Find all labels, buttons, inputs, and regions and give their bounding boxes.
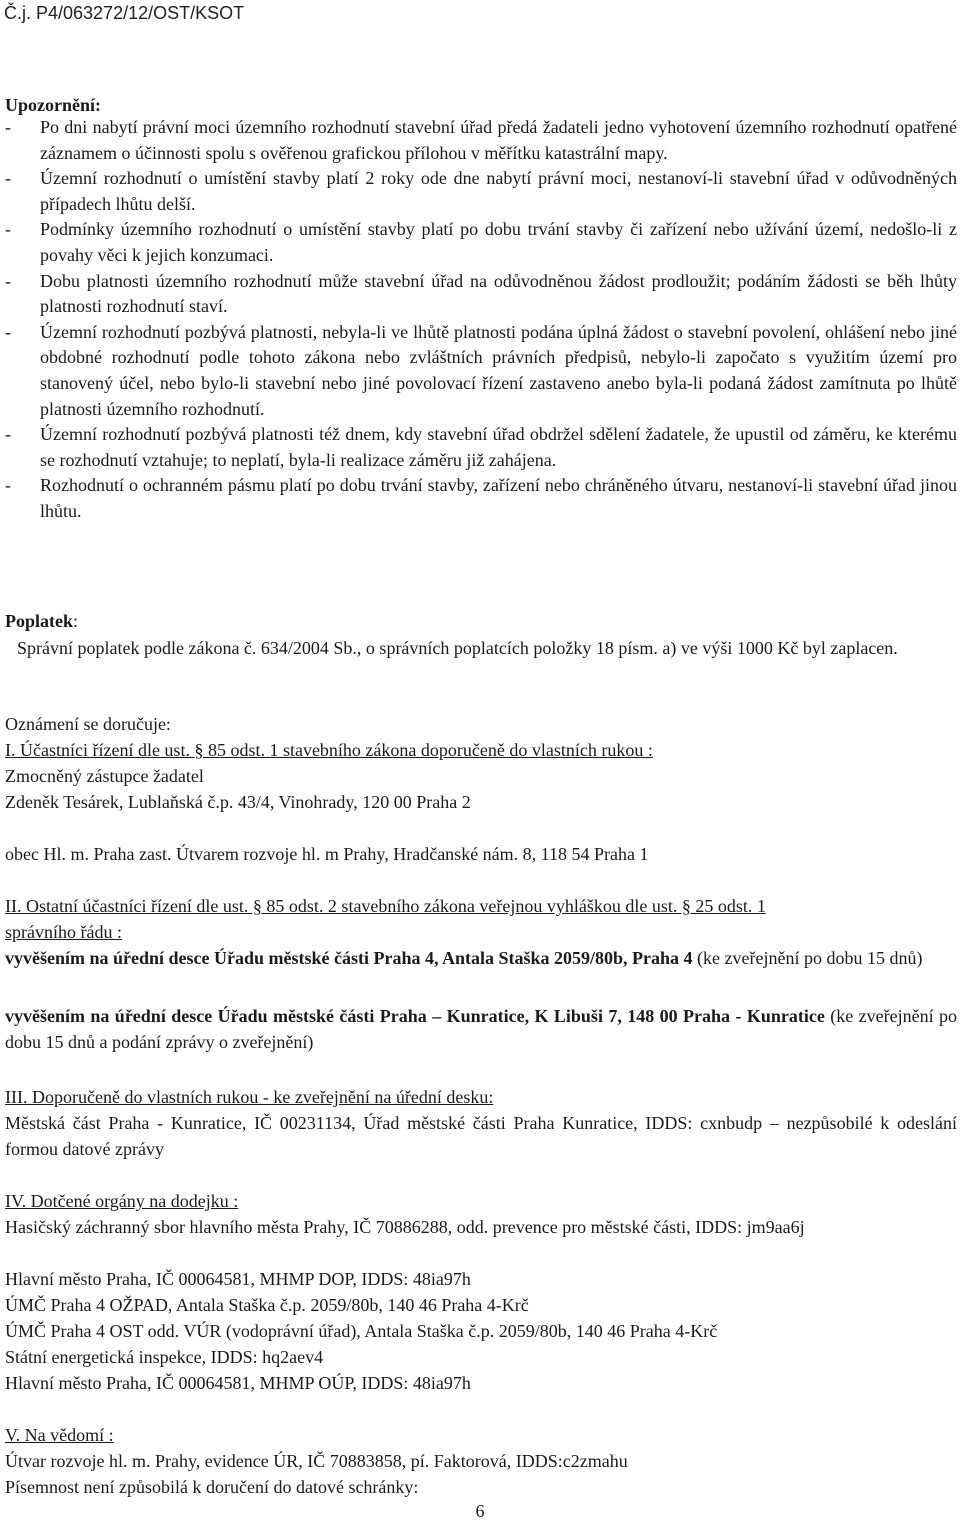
recipient-line: ÚMČ Praha 4 OST odd. VÚR (vodoprávní úřad), Antala Staška č.p. 2059/80b, 140 46 Praha 4-Krč — [5, 1321, 718, 1341]
section-iii-text: Městská část Praha - Kunratice, IČ 00231134, Úřad městské části Praha Kunratice, IDDS: cxnbudp – nezpůsobilé k odeslání formou datové zprávy — [5, 1113, 957, 1159]
recipient-line: Písemnost není způsobilá k doručení do datové schránky: — [5, 1477, 419, 1497]
warning-item: - Územní rozhodnutí pozbývá platnosti, nebyla-li ve lhůtě platnosti podána úplná žádost o stavební povolení, ohlášení nebo jiné obdobné rozhodnutí podle tohoto zákona nebo zvláštních právních předpisů, nebylo-li započato s využitím území pro stanovený účel, nebo bylo-li stavební nebo jiné povolovací řízení zastaveno anebo byla-li podaná žádost zamítnuta po lhůtě platnosti územního rozhodnutí. — [5, 321, 957, 419]
recipient-line: obec Hl. m. Praha zast. Útvarem rozvoje hl. m Prahy, Hradčanské nám. 8, 118 54 Praha 1 — [5, 844, 649, 864]
warning-list — [5, 115, 957, 525]
recipient-line: Hlavní město Praha, IČ 00064581, MHMP OÚP, IDDS: 48ia97h — [5, 1373, 471, 1393]
warning-item: - Po dni nabytí právní moci územního rozhodnutí stavební úřad předá žadateli jedno vyhotovení územního rozhodnutí opatřené záznamem o účinnosti spolu s ověřenou grafickou přílohou v měřítku katastrální mapy. — [5, 117, 957, 163]
fee-heading-line: Poplatek: — [5, 611, 79, 631]
recipient-line: Útvar rozvoje hl. m. Prahy, evidence ÚR, IČ 70883858, pí. Faktorová, IDDS:c2zmahu — [5, 1451, 628, 1471]
section-iii-title: III. Doporučeně do vlastních rukou - ke zveřejnění na úřední desku: — [5, 1087, 494, 1107]
recipient-line: Zdeněk Tesárek, Lublaňská č.p. 43/4, Vinohrady, 120 00 Praha 2 — [5, 792, 471, 812]
recipient-line: Hasičský záchranný sbor hlavního města Prahy, IČ 70886288, odd. prevence pro městské části, IDDS: jm9aa6j — [5, 1217, 805, 1237]
section-ii-title: II. Ostatní účastníci řízení dle ust. § 85 odst. 2 stavebního zákona veřejnou vyhláškou dle ust. § 25 odst. 1 — [5, 896, 766, 916]
fee-text: Správní poplatek podle zákona č. 634/2004 Sb., o správních poplatcích položky 18 písm. a) ve výši 1000 Kč byl zaplacen. — [17, 638, 898, 658]
warning-item: - Územní rozhodnutí pozbývá platnosti též dnem, kdy stavební úřad obdržel sdělení žadatele, že upustil od záměru, ke kterému se rozhodnutí vztahuje; to neplatí, byla-li realizace záměru již zahájena. — [5, 424, 957, 470]
warning-heading: Upozornění: — [5, 95, 101, 115]
section-v-title: V. Na vědomí : — [5, 1425, 114, 1445]
section-i-title: I. Účastníci řízení dle ust. § 85 odst. 1 stavebního zákona doporučeně do vlastních rukou : — [5, 740, 653, 760]
fee-heading: Poplatek — [5, 611, 74, 631]
page-number: 6 — [475, 1501, 485, 1521]
posting-paragraph: vyvěšením na úřední desce Úřadu městské části Praha – Kunratice, K Libuši 7, 148 00 Praha - Kunratice (ke zveřejnění po dobu 15 dnů a podání zprávy o zveřejnění) — [5, 1006, 957, 1052]
recipient-line: Zmocněný zástupce žadatel — [5, 766, 204, 786]
warning-item: - Územní rozhodnutí o umístění stavby platí 2 roky ode dne nabytí právní moci, nestanoví-li stavební úřad v odůvodněných případech lhůtu delší. — [5, 168, 957, 214]
warning-item: - Podmínky územního rozhodnutí o umístění stavby platí po dobu trvání stavby či zařízení nebo užívání území, nedošlo-li z povahy věci k jejich konzumaci. — [5, 219, 957, 265]
recipient-line: Státní energetická inspekce, IDDS: hq2aev4 — [5, 1347, 324, 1367]
warning-item: - Dobu platnosti územního rozhodnutí může stavební úřad na odůvodněnou žádost prodloužit; podáním žádosti se běh lhůty platnosti rozhodnutí staví. — [5, 270, 957, 317]
document-reference: Č.j. P4/063272/12/OST/KSOT — [4, 3, 245, 23]
recipient-line: ÚMČ Praha 4 OŽPAD, Antala Staška č.p. 2059/80b, 140 46 Praha 4-Krč — [5, 1295, 529, 1315]
section-ii-title-cont: správního řádu : — [5, 922, 122, 942]
delivery-heading: Oznámení se doručuje: — [5, 714, 171, 734]
posting-paragraph: vyvěšením na úřední desce Úřadu městské části Praha 4, Antala Staška 2059/80b, Praha 4 (ke zveřejnění po dobu 15 dnů) — [5, 948, 923, 968]
warning-item: - Rozhodnutí o ochranném pásmu platí po dobu trvání stavby, zařízení nebo chráněného útvaru, nestanoví-li stavební úřad jinou lhůtu. — [5, 475, 957, 521]
recipient-line: Hlavní město Praha, IČ 00064581, MHMP DOP, IDDS: 48ia97h — [5, 1269, 471, 1289]
section-iv-title: IV. Dotčené orgány na dodejku : — [5, 1191, 239, 1211]
